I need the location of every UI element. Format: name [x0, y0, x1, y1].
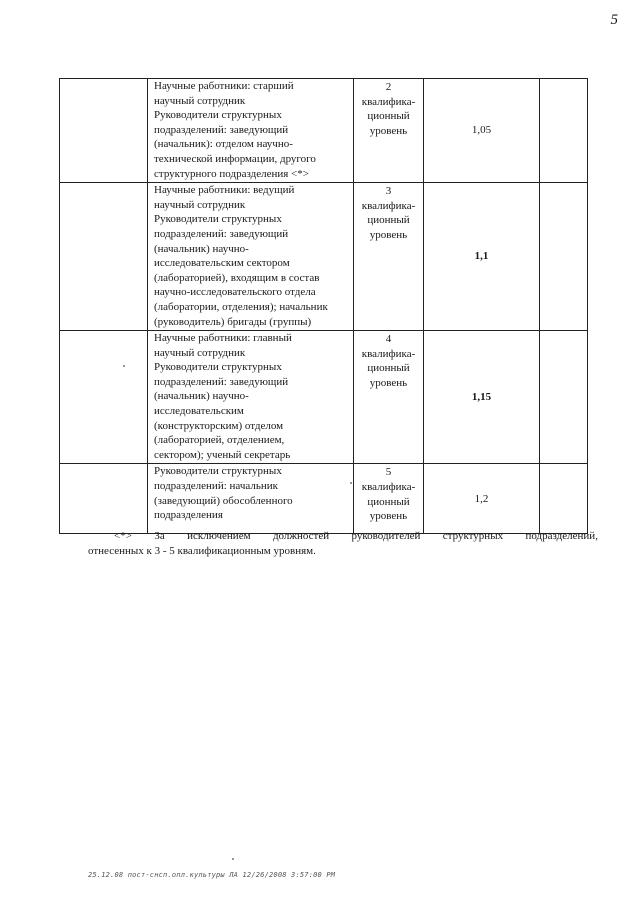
level-label-line: уровень	[369, 510, 408, 523]
level-label-line: ционный	[367, 214, 410, 227]
qualification-table	[59, 78, 588, 534]
position-line: (лаборатории, отделения); начальник	[154, 300, 328, 313]
empty-cell-left	[60, 79, 148, 183]
position-line: подразделений: начальник	[154, 480, 278, 493]
coefficient-cell: 1,05	[424, 79, 540, 183]
level-label-line: квалифика-	[361, 347, 416, 360]
position-line: Научные работники: ведущий	[154, 184, 295, 197]
footnote-second-line: отнесенных к 3 - 5 квалификационным уровням.	[88, 545, 316, 557]
level-label-line: ционный	[367, 362, 410, 375]
table-row	[60, 183, 588, 331]
empty-cell-left	[60, 183, 148, 331]
level-number: 2	[385, 81, 392, 93]
footnote-word: За	[154, 530, 165, 542]
footnote-word: руководителей	[351, 530, 421, 542]
position-line: (начальник) научно-	[154, 242, 249, 255]
level-label-line: ционный	[367, 495, 410, 508]
footnote-word: <*>	[114, 530, 132, 542]
table-row	[60, 331, 588, 464]
position-line: подразделений: заведующий	[154, 375, 289, 388]
level-label-line: уровень	[369, 376, 408, 389]
qualification-level-cell	[354, 79, 424, 183]
position-line: научный сотрудник	[154, 346, 246, 359]
footer-stamp: 25.12.08 пост-снсп.опл.культуры ЛА 12/26/2008 3:57:00 PM	[88, 871, 336, 879]
position-line: (руководитель) бригады (группы)	[154, 315, 312, 328]
position-line: Руководители структурных	[154, 213, 282, 226]
position-line: (лабораторией), входящим в состав	[154, 271, 320, 284]
position-line: подразделений: заведующий	[154, 227, 289, 240]
footnote-first-line	[88, 529, 598, 544]
position-line: Руководители структурных	[154, 109, 282, 122]
position-line: исследовательским	[154, 405, 244, 418]
position-line: (лабораторией, отделением,	[154, 434, 285, 447]
position-cell	[148, 464, 354, 534]
position-line: Руководители структурных	[154, 361, 282, 374]
coefficient-cell: 1,15	[424, 331, 540, 464]
level-label-line: квалифика-	[361, 199, 416, 212]
scan-speck	[232, 858, 234, 860]
position-line: Научные работники: старший	[154, 80, 294, 92]
empty-cell-left	[60, 464, 148, 534]
level-label-line: квалифика-	[361, 481, 416, 494]
position-cell	[148, 331, 354, 464]
level-number: 5	[385, 466, 392, 479]
level-number: 4	[385, 333, 392, 346]
empty-cell-right	[540, 464, 588, 534]
qualification-level-cell	[354, 183, 424, 331]
table-row	[60, 464, 588, 534]
level-label-line: уровень	[369, 228, 408, 241]
coefficient-cell: 1,2	[424, 464, 540, 534]
position-cell	[148, 183, 354, 331]
level-label-line: ционный	[367, 110, 410, 123]
position-line: (начальник) научно-	[154, 390, 249, 403]
empty-cell-right	[540, 331, 588, 464]
position-line: Руководители структурных	[154, 465, 282, 478]
position-line: научный сотрудник	[154, 198, 246, 211]
footnote-word: исключением	[187, 530, 251, 542]
qualification-level-cell	[354, 464, 424, 534]
position-line: (начальник): отделом научно-	[154, 138, 293, 151]
position-line: структурного подразделения <*>	[154, 167, 309, 180]
scan-speck	[350, 482, 352, 484]
level-label-line: уровень	[369, 124, 408, 137]
scan-speck	[123, 365, 125, 367]
footnote-word: подразделений,	[525, 530, 598, 542]
coefficient-cell: 1,1	[424, 183, 540, 331]
empty-cell-right	[540, 79, 588, 183]
position-line: научно-исследовательского отдела	[154, 286, 316, 299]
footnote	[88, 529, 598, 559]
footnote-word: структурных	[442, 530, 504, 542]
position-line: сектором); ученый секретарь	[154, 448, 291, 461]
level-label-line: квалифика-	[361, 95, 416, 108]
position-line: (заведующий) обособленного	[154, 494, 293, 507]
position-line: подразделения	[154, 509, 223, 522]
position-line: подразделений: заведующий	[154, 123, 289, 136]
footnote-word: должностей	[272, 530, 330, 542]
position-line: научный сотрудник	[154, 94, 246, 107]
position-line: исследовательским сектором	[154, 257, 290, 270]
qualification-level-cell	[354, 331, 424, 464]
position-line: (конструкторским) отделом	[154, 419, 284, 432]
empty-cell-left	[60, 331, 148, 464]
page-number: 5	[610, 12, 618, 28]
position-line: технической информации, другого	[154, 152, 316, 165]
empty-cell-right	[540, 183, 588, 331]
position-cell	[148, 79, 354, 183]
position-line: Научные работники: главный	[154, 332, 292, 345]
level-number: 3	[385, 185, 392, 198]
table-row	[60, 79, 588, 183]
